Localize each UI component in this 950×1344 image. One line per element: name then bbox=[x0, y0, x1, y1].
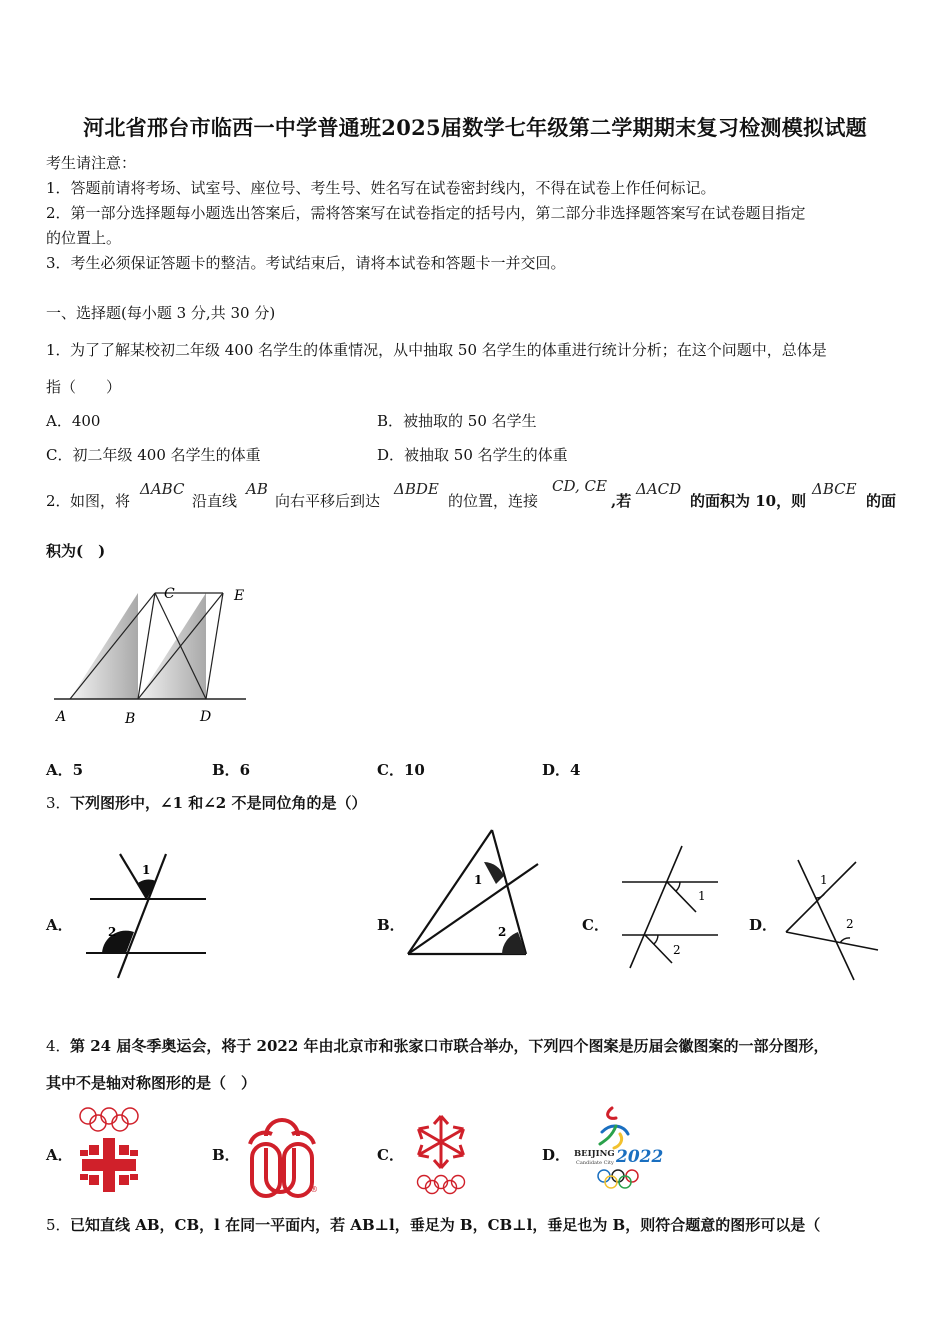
q2-option-d[interactable]: D．4 bbox=[542, 761, 581, 779]
angle-2-arc bbox=[654, 935, 658, 944]
q5-stem: 已知直线 AB，CB，l 在同一平面内，若 AB⊥l，垂足为 B，CB⊥l，垂足也为 B，则符合题意的图形可以是（ bbox=[70, 1216, 821, 1234]
q4-logo-d[interactable] bbox=[572, 1104, 662, 1194]
label-e: E bbox=[234, 588, 245, 604]
q3-option-b[interactable]: B． bbox=[377, 916, 405, 934]
q1-stem: 为了了解某校初二年级 400 名学生的体重情况，从中抽取 50 名学生的体重进行统计分析；在这个问题中，总体是 bbox=[70, 341, 827, 359]
skater-emblem bbox=[600, 1108, 628, 1148]
year-text: 2022 bbox=[616, 1147, 664, 1167]
arch-emblem bbox=[250, 1120, 314, 1196]
q2-math-bde: ΔBDE bbox=[394, 480, 439, 498]
label-c: C bbox=[164, 586, 175, 602]
q2-text-3: 向右平移后到达 bbox=[275, 492, 381, 510]
q4-stem: 第 24 届冬季奥运会，将于 2022 年由北京市和张家口市联合举办，下列四个图案是历届会徽图案的一部分图形， bbox=[70, 1037, 829, 1055]
q2-option-a[interactable]: A．5 bbox=[46, 761, 84, 779]
q2-option-b[interactable]: B．6 bbox=[212, 761, 251, 779]
maple-snowflake bbox=[415, 1116, 467, 1168]
q2-option-c[interactable]: C．10 bbox=[377, 761, 425, 779]
q2-figure bbox=[50, 580, 260, 730]
q2-text-1: 如图，将 bbox=[70, 492, 131, 510]
q2-number: 2． bbox=[46, 492, 71, 510]
angle-2-label: 2 bbox=[846, 917, 854, 931]
page-title: 河北省邢台市临西一中学普通班2025届数学七年级第二学期期末复习检测模拟试题 bbox=[83, 115, 867, 140]
angle-1-label: 1 bbox=[142, 863, 151, 877]
q4-option-a[interactable]: A． bbox=[46, 1146, 73, 1164]
angle-1-arc bbox=[676, 882, 680, 891]
q2-math-ab: AB bbox=[246, 480, 268, 498]
q4-stem-cont: 其中不是轴对称图形的是（ ） bbox=[46, 1074, 257, 1092]
angle-1-label: 1 bbox=[698, 889, 706, 903]
label-b: B bbox=[125, 711, 136, 727]
q2-text-2: 沿直线 bbox=[192, 492, 238, 510]
q4-logo-b[interactable] bbox=[242, 1118, 322, 1198]
q4-number: 4． bbox=[46, 1037, 71, 1055]
section-heading: 一、选择题(每小题 3 分,共 30 分) bbox=[46, 304, 276, 322]
label-d: D bbox=[200, 709, 212, 725]
notice-item-2-cont: 的位置上。 bbox=[46, 229, 122, 247]
q1-stem-cont: 指（ ） bbox=[46, 378, 122, 396]
angle-2-label: 2 bbox=[673, 943, 681, 957]
ray-2 bbox=[645, 935, 672, 963]
q2-text-6: 的面积为 10，则 bbox=[690, 492, 807, 510]
q2-math-bce: ΔBCE bbox=[812, 480, 857, 498]
q4-logo-c[interactable] bbox=[408, 1108, 474, 1194]
registered-mark: ® bbox=[310, 1185, 318, 1194]
angle-1-label: 1 bbox=[474, 873, 483, 887]
q2-text-cont: 积为( ) bbox=[46, 542, 106, 560]
olympic-rings bbox=[418, 1176, 465, 1194]
q1-option-b[interactable]: B．被抽取的 50 名学生 bbox=[377, 412, 537, 430]
q2-text-5: ,若 bbox=[611, 492, 632, 510]
q4-option-b[interactable]: B． bbox=[212, 1146, 240, 1164]
q2-text-4: 的位置，连接 bbox=[448, 492, 539, 510]
q1-number: 1． bbox=[46, 341, 71, 359]
notice-item-2: 2．第一部分选择题每小题选出答案后，需将答案写在试卷指定的括号内，第二部分非选择题答案写在试卷题目指定 bbox=[46, 204, 806, 222]
triangle-bde-shade bbox=[138, 593, 206, 699]
triangle-abc-shade bbox=[70, 593, 138, 699]
q4-logo-a[interactable] bbox=[76, 1104, 142, 1194]
q2-math-abc: ΔABC bbox=[140, 480, 185, 498]
angle-1-label: 1 bbox=[820, 873, 828, 887]
olympic-rings bbox=[80, 1108, 138, 1131]
candidate-text: Candidate City bbox=[576, 1160, 614, 1166]
angle-2-label: 2 bbox=[498, 925, 507, 939]
beijing-text: BEIJING bbox=[574, 1149, 615, 1159]
q3-option-c[interactable]: C． bbox=[582, 916, 609, 934]
q3-option-a[interactable]: A． bbox=[46, 916, 73, 934]
q3-figure-b[interactable] bbox=[404, 826, 544, 960]
q1-option-c[interactable]: C．初二年级 400 名学生的体重 bbox=[46, 446, 261, 464]
q5-number: 5． bbox=[46, 1216, 71, 1234]
q3-figure-c[interactable] bbox=[618, 842, 728, 972]
q2-math-cdce: CD, CE bbox=[552, 477, 607, 495]
q2-math-acd: ΔACD bbox=[636, 480, 682, 498]
notice-heading: 考生请注意： bbox=[46, 154, 137, 172]
notice-item-1: 1．答题前请将考场、试室号、座位号、考生号、姓名写在试卷密封线内，不得在试卷上作任何标记。 bbox=[46, 179, 716, 197]
q3-figure-d[interactable] bbox=[780, 852, 890, 982]
olympic-rings bbox=[598, 1170, 638, 1188]
segment-de bbox=[206, 593, 223, 699]
q3-stem: 下列图形中，∠1 和∠2 不是同位角的是（） bbox=[70, 794, 367, 812]
triangle-left-side bbox=[408, 830, 492, 954]
q2-text-7: 的面 bbox=[866, 492, 897, 510]
notice-item-3: 3．考生必须保证答题卡的整洁。考试结束后，请将本试卷和答题卡一并交回。 bbox=[46, 254, 566, 272]
q1-option-a[interactable]: A．400 bbox=[46, 412, 101, 430]
q3-option-d[interactable]: D． bbox=[749, 916, 778, 934]
q4-option-c[interactable]: C． bbox=[377, 1146, 404, 1164]
q3-figure-a[interactable] bbox=[82, 850, 212, 980]
angle-2-label: 2 bbox=[108, 925, 117, 939]
q4-option-d[interactable]: D． bbox=[542, 1146, 571, 1164]
snowflake-emblem bbox=[80, 1138, 138, 1192]
q3-number: 3． bbox=[46, 794, 71, 812]
label-a: A bbox=[56, 709, 67, 725]
q1-option-d[interactable]: D．被抽取 50 名学生的体重 bbox=[377, 446, 568, 464]
ray-1 bbox=[667, 882, 696, 912]
